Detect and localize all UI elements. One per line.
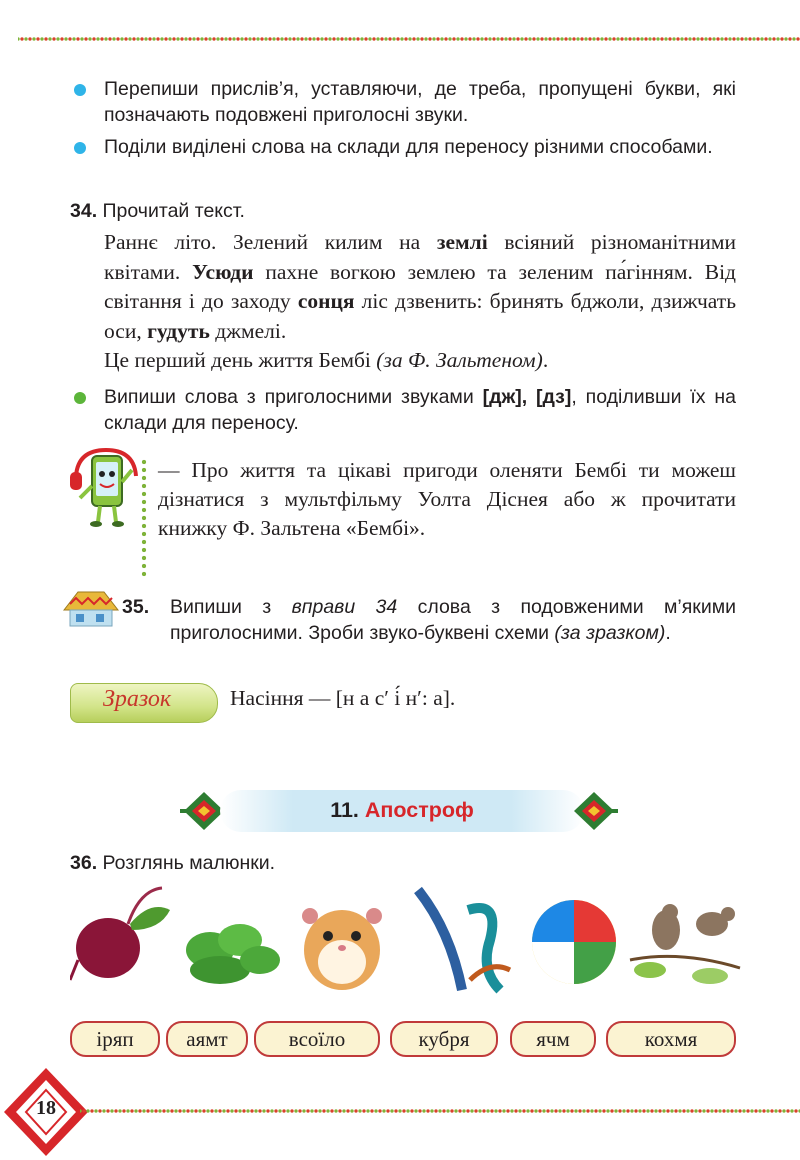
section-name: Апостроф — [364, 798, 474, 822]
bullet-text: Випиши слова з приголосними звуками — [104, 386, 483, 408]
word-card: кохмя — [606, 1021, 736, 1057]
reading-fragment: пахне вогкою землею та зеленим па́гінням. Від світання і до заходу — [104, 259, 736, 313]
reading-fragment: Раннє літо. Зелений килим на — [104, 230, 437, 254]
task-34 — [70, 198, 245, 224]
task-number: 34. — [70, 200, 98, 222]
nightingales-icon — [630, 904, 740, 984]
reading-paragraph-2 — [104, 346, 736, 376]
embroidery-ornament-icon — [570, 790, 618, 832]
beach-ball-icon — [532, 900, 616, 984]
task-text: слова з подовженими м’якими приголосними. Зроби звуко-буквені схеми — [170, 596, 737, 644]
dotted-divider — [140, 458, 148, 578]
house-icon — [62, 590, 120, 628]
bullet-text: Поділи виділені слова на склади для переносу різними способами. — [104, 136, 713, 158]
sound-notation: [дж], [дз] — [482, 386, 572, 408]
word-card: іряп — [70, 1021, 160, 1057]
bottom-ornament-border — [80, 1108, 800, 1114]
bullet-text: , поділивши їх на склади для переносу. — [104, 386, 736, 434]
sample-label: Зразок — [103, 686, 172, 712]
top-ornament-border — [18, 36, 800, 42]
task-text: Прочитай текст. — [102, 200, 245, 222]
reading-paragraph-1 — [104, 228, 736, 346]
section-title — [220, 798, 584, 823]
highlighted-word: землі — [436, 230, 488, 254]
bullet-item-1 — [104, 76, 736, 128]
reading-fragment: ліс дзвенить: бринять бджоли, дзижчать оси, — [104, 289, 736, 343]
quote-text: — Про життя та цікаві пригоди оленяти Бембі ти можеш дізнатися з мультфільму Уолта Діснея або ж прочитати книжку Ф. Зальтена «Бембі». — [158, 458, 736, 540]
word-card: аямт — [166, 1021, 248, 1057]
reading-source: (за Ф. Зальтеном) — [376, 348, 543, 372]
task-text: Випиши з — [170, 596, 292, 618]
bullet-item-3 — [104, 384, 736, 436]
word-card: всоїло — [254, 1021, 380, 1057]
bullet-text: Перепиши прислів’я, уставляючи, де треба, пропущені букви, які позначають подовжені приголосні звуки. — [104, 78, 736, 126]
highlighted-word: Усюди — [192, 259, 254, 284]
reading-fragment: Це перший день життя Бембі — [104, 348, 377, 372]
bullet-dot-icon — [74, 392, 86, 404]
task-35-body — [130, 594, 736, 646]
section-number: 11. — [330, 798, 359, 822]
task-text: Розглянь малюнки. — [102, 852, 276, 874]
reading-fragment: . — [542, 348, 549, 372]
task-35 — [122, 594, 737, 646]
reading-fragment: джмелі. — [209, 318, 287, 343]
reading-text — [104, 228, 736, 376]
word-card: ячм — [510, 1021, 596, 1057]
mint-icon — [186, 924, 280, 984]
word-card: кубря — [390, 1021, 498, 1057]
bullet-dot-icon — [74, 142, 86, 154]
highlighted-word: сонця — [297, 289, 355, 313]
feathers-icon — [418, 890, 510, 990]
pictures-row — [70, 880, 750, 1000]
task-number: 35. — [122, 596, 150, 618]
reading-fragment: всіяний різноманітними квітами. — [104, 230, 736, 284]
task-number: 36. — [70, 852, 98, 874]
sample-text: Насіння — [н а с′ і́ н′: а]. — [230, 686, 456, 710]
page-number: 18 — [36, 1097, 56, 1119]
phone-character-icon — [66, 446, 146, 528]
hamster-icon — [302, 908, 382, 990]
bullet-item-2 — [104, 134, 736, 160]
bullet-dot-icon — [74, 84, 86, 96]
task-text-italic: (за зразком) — [554, 622, 666, 644]
task-36 — [70, 850, 275, 876]
task-text: . — [665, 622, 671, 644]
beet-icon — [70, 888, 170, 980]
highlighted-word: гудуть — [147, 318, 210, 343]
task-text-italic: вправи 34 — [291, 596, 398, 618]
